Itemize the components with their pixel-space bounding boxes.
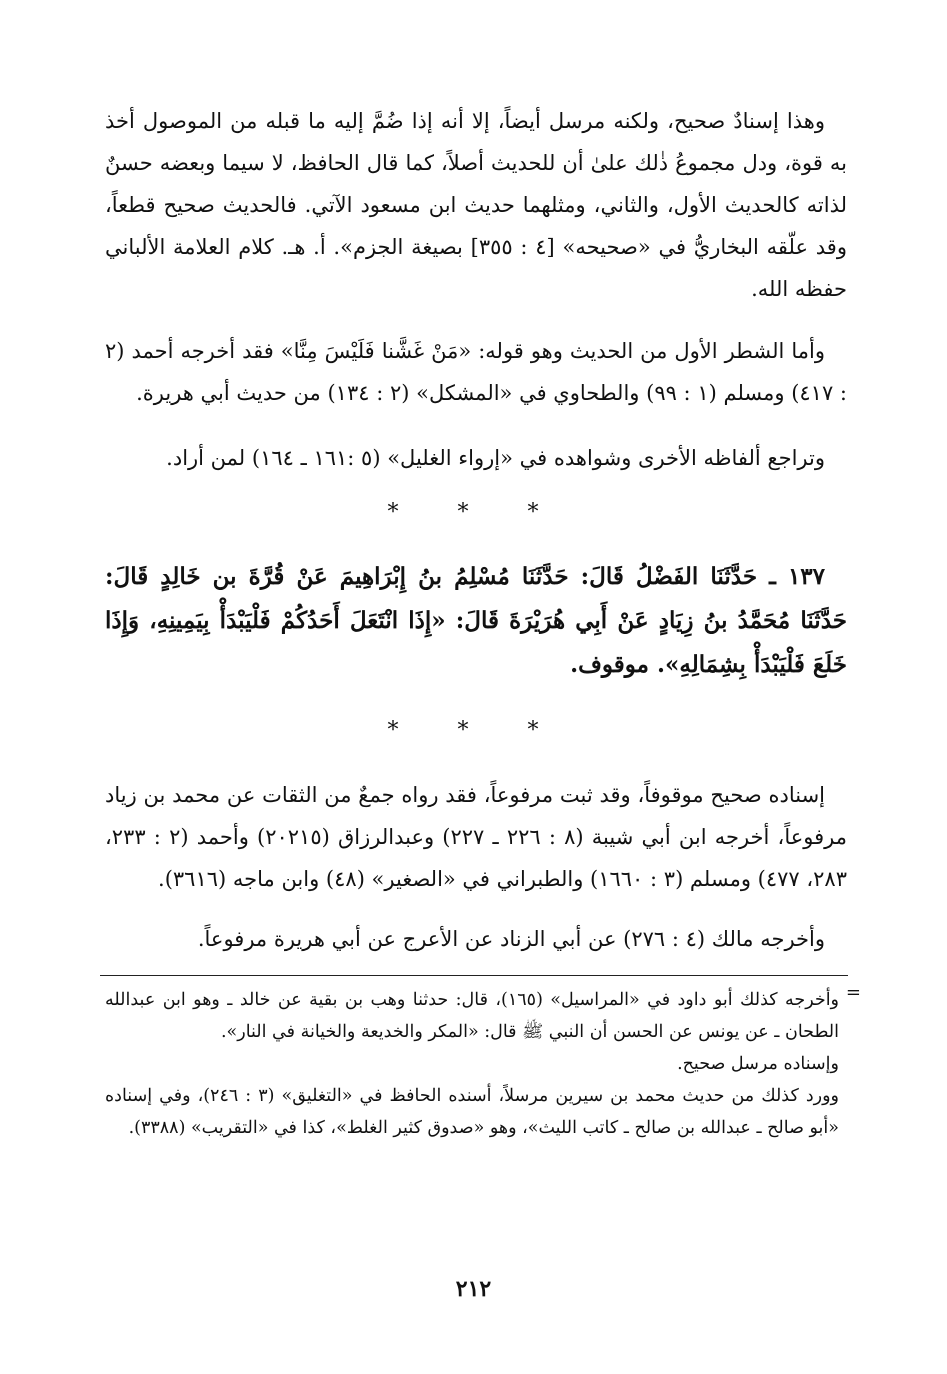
footnotes	[105, 984, 839, 1144]
footnote-line-2: وإسناده مرسل صحيح.	[677, 1054, 839, 1074]
paragraph-takhrij: إسناده صحيح موقوفاً، وقد ثبت مرفوعاً، فقد رواه جمعٌ من الثقات عن محمد بن زياد مرفوعاً، أخرجه ابن أبي شيبة (٨ : ٢٢٦ ـ ٢٢٧) وعبدالرزاق (٢٠٢١٥) وأحمد (٢ : ٢٣٣، ٢٨٣، ٤٧٧) ومسلم (٣ : ١٦٦٠) والطبراني في «الصغير» (٤٨) وابن ماجه (٣٦١٦).	[105, 783, 847, 891]
footnote-divider	[100, 975, 848, 976]
main-text-2	[105, 330, 847, 414]
footnote-line-1: وأخرجه كذلك أبو داود في «المراسيل» (١٦٥)، قال: حدثنا وهب بن بقية عن خالد ـ وهو ابن عبدالله الطحان ـ عن يونس عن الحسن أن النبي ﷺ قال: «المكر والخديعة والخيانة في النار».	[105, 990, 840, 1042]
footnote-continuation-marker: =	[845, 982, 861, 1003]
main-text-5	[105, 918, 847, 960]
hadith-block	[105, 555, 847, 687]
page-number: ٢١٢	[455, 1276, 492, 1302]
star-separator: * * *	[387, 500, 565, 525]
separator-top	[105, 500, 847, 525]
hadith-137: ١٣٧ ـ حَدَّثَنَا الفَضْلُ قَالَ: حَدَّثَنَا مُسْلِمُ بنُ إِبْرَاهِيمَ عَنْ قُرَّةَ بن خَالِدٍ قَالَ: حَدَّثَنَا مُحَمَّدُ بنُ زِيَادٍ عَنْ أَبِي هُرَيْرَةَ قَالَ: «إِذَا انْتَعَلَ أَحَدُكُمْ فَلْيَبْدَأْ بِيَمِينِهِ، وَإِذَا خَلَعَ فَلْيَبْدَأْ بِشِمَالِهِ». موقوف.	[105, 563, 847, 678]
paragraph-malik: وأخرجه مالك (٤ : ٢٧٦) عن أبي الزناد عن الأعرج عن أبي هريرة مرفوعاً.	[197, 927, 825, 951]
main-text-top	[105, 100, 847, 310]
star-separator: * * *	[387, 718, 565, 743]
paragraph-first-part: وأما الشطر الأول من الحديث وهو قوله: «مَنْ غَشَّنا فَلَيْسَ مِنَّا» فقد أخرجه أحمد (٢ : ٤١٧) ومسلم (١ : ٩٩) والطحاوي في «المشكل» (٢ : ١٣٤) من حديث أبي هريرة.	[105, 339, 847, 405]
main-text-3	[105, 437, 847, 479]
separator-bottom	[105, 718, 847, 743]
paragraph-irwa-reference: وتراجع ألفاظه الأخرى وشواهده في «إرواء الغليل» (٥ :١٦١ ـ ١٦٤) لمن أراد.	[166, 446, 825, 470]
footnote-line-3: وورد كذلك من حديث محمد بن سيرين مرسلاً، أسنده الحافظ في «التغليق» (٣ : ٢٤٦)، وفي إسناده «أبو صالح ـ عبدالله بن صالح ـ كاتب الليث»، وهو «صدوق كثير الغلط»، كذا في «التقريب» (٣٣٨٨).	[105, 1086, 839, 1138]
paragraph-albani-quote: وهذا إسنادٌ صحيح، ولكنه مرسل أيضاً، إلا أنه إذا ضُمَّ إليه ما قبله من الموصول أخذ به قوة، ودل مجموعُ ذٰلك علىٰ أن للحديث أصلاً، كما قال الحافظ، لا سيما وبعضه حسنٌ لذاته كالحديث الأول، والثاني، ومثلهما حديث ابن مسعود الآتي. فالحديث صحيح قطعاً، وقد علّقه البخاريُّ في «صحيحه» [٤ : ٣٥٥] بصيغة الجزم». أ. هـ. كلام العلامة الألباني حفظه الله.	[105, 109, 847, 301]
main-text-4	[105, 774, 847, 900]
